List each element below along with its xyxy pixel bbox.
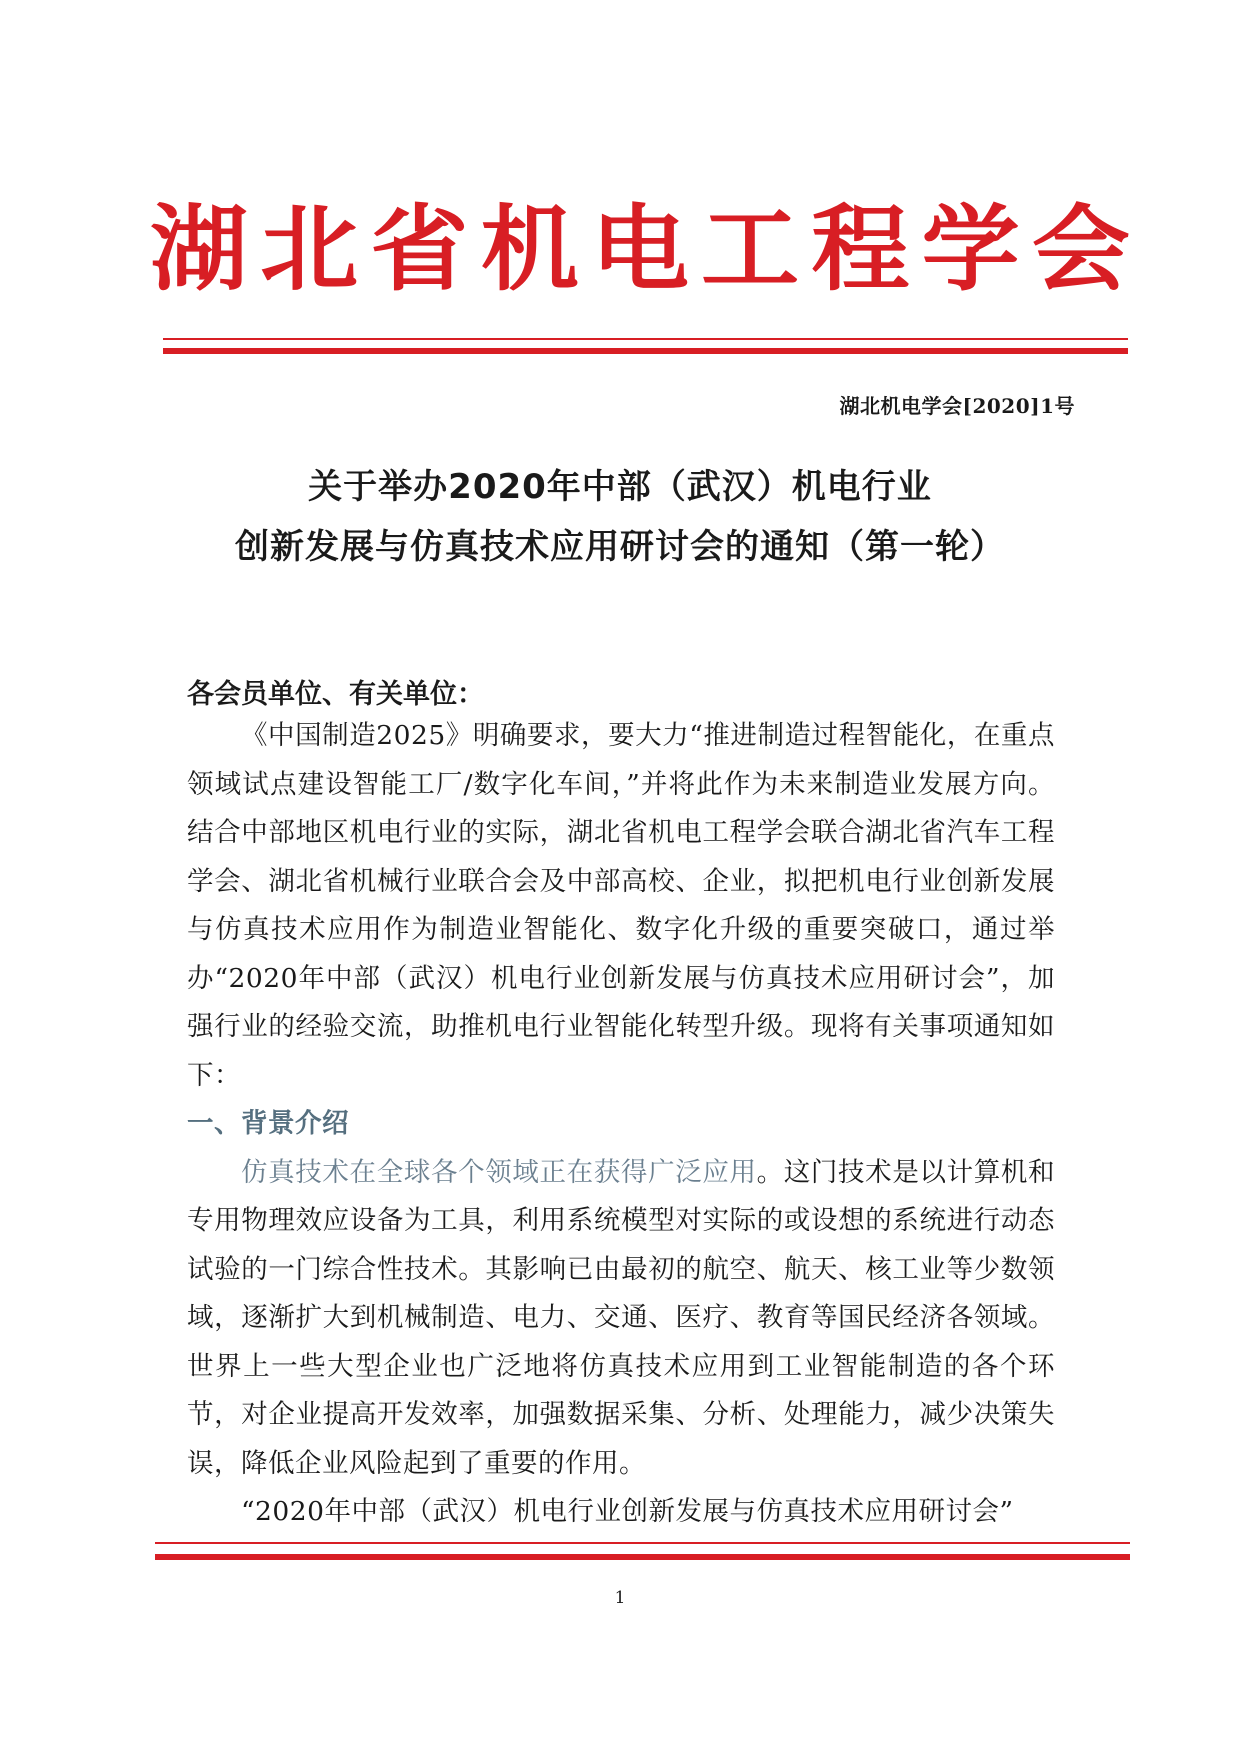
- header-divider-thick: [163, 348, 1128, 354]
- salutation: 各会员单位、有关单位：: [187, 679, 484, 710]
- letterhead-char: 湖: [150, 195, 249, 305]
- document-number: 湖北机电学会[2020]1号: [839, 394, 1075, 418]
- body-paragraph-event: “2020年中部（武汉）机电行业创新发展与仿真技术应用研讨会”: [241, 1496, 1014, 1527]
- page-number: 1: [614, 1588, 626, 1608]
- letterhead-char: 工: [701, 195, 800, 305]
- header-divider-thin: [163, 338, 1128, 340]
- body-paragraph-intro: 《中国制造2025》明确要求，要大力“推进制造过程智能化，在重点领域试点建设智能工厂/数字化车间，”并将此作为未来制造业发展方向。结合中部地区机电行业的实际，湖北省机电工程学会联合湖北省汽车工程学会、湖北省机械行业联合会及中部高校、企业，拟把机电行业创新发展与仿真技术应用作为制造业智能化、数字化升级的重要突破口，通过举办“2020年中部（武汉）机电行业创新发展与仿真技术应用研讨会”，加强行业的经验交流，助推机电行业智能化转型升级。现将有关事项通知如下：: [187, 720, 1055, 1091]
- notice-title-line2: 创新发展与仿真技术应用研讨会的通知（第一轮）: [235, 527, 1005, 567]
- body-paragraph-background-text: 。这门技术是以计算机和专用物理效应设备为工具，利用系统模型对实际的或设想的系统进行动态试验的一门综合性技术。其影响已由最初的航空、航天、核工业等少数领域，逐渐扩大到机械制造、电力、交通、医疗、教育等国民经济各领域。世界上一些大型企业也广泛地将仿真技术应用到工业智能制造的各个环节，对企业提高开发效率，加强数据采集、分析、处理能力，减少决策失误，降低企业风险起到了重要的作用。: [187, 1156, 1056, 1479]
- notice-title-line1: 关于举办2020年中部（武汉）机电行业: [308, 467, 932, 507]
- footer-divider-thick: [155, 1554, 1130, 1560]
- section-heading-background: 一、背景介绍: [187, 1108, 349, 1139]
- notice-body: [187, 712, 1055, 1537]
- letterhead-char: 学: [921, 195, 1020, 305]
- letterhead-char: 会: [1031, 195, 1130, 305]
- footer-divider-thin: [155, 1542, 1130, 1544]
- letterhead-char: 机: [480, 195, 579, 305]
- letterhead-char: 北: [260, 195, 359, 305]
- letterhead-char: 程: [811, 195, 910, 305]
- body-paragraph-background: [187, 1149, 1055, 1489]
- letterhead-char: 电: [590, 195, 689, 305]
- letterhead-char: 省: [370, 195, 469, 305]
- letterhead-org-name: [150, 185, 1130, 315]
- highlighted-phrase: 仿真技术在全球各个领域正在获得广泛应用: [241, 1156, 757, 1188]
